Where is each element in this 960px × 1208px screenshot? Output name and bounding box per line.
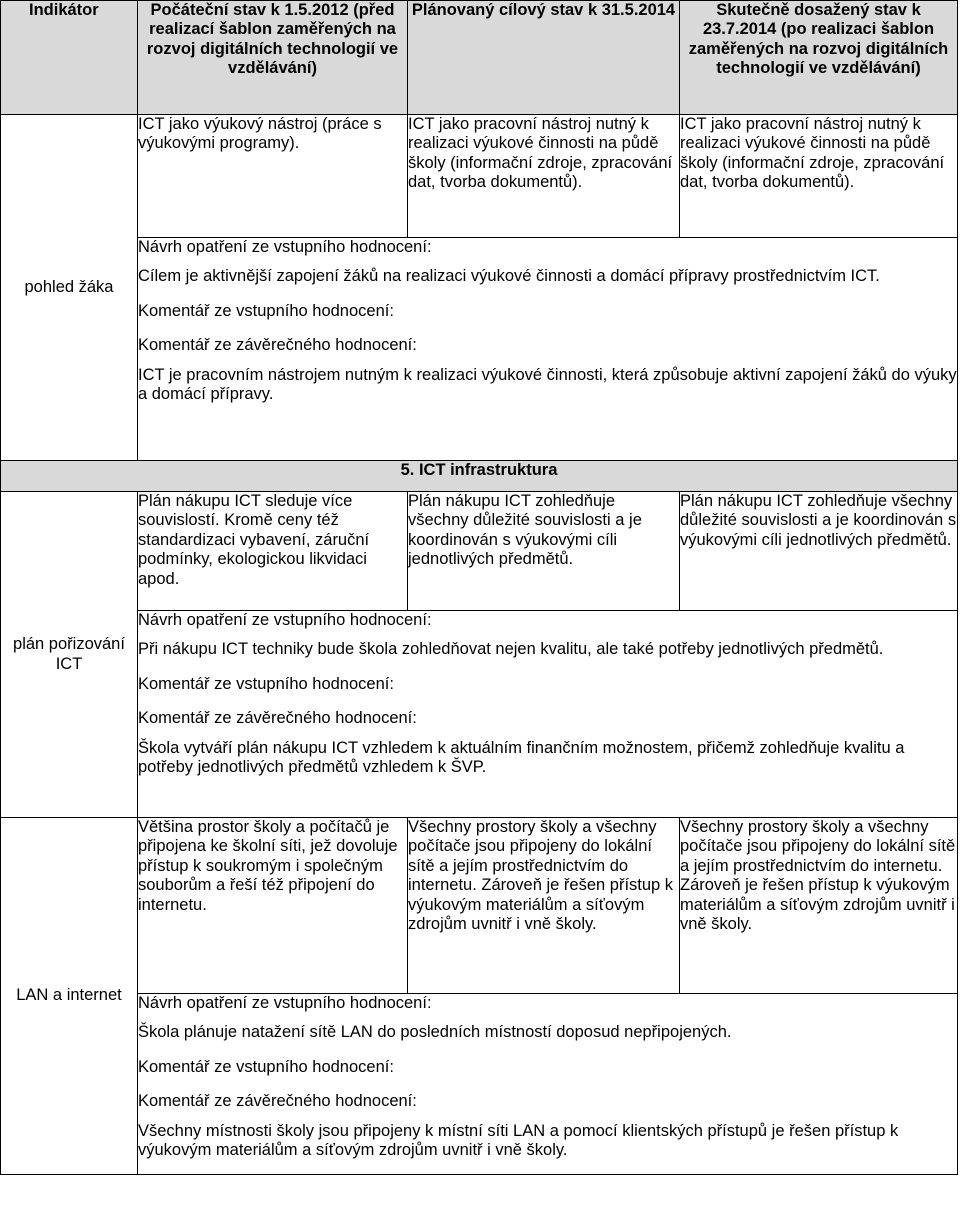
section-title: 5. ICT infrastruktura [1,461,958,492]
header-initial-state: Počáteční stav k 1.5.2012 (před realizací šablon zaměřených na rozvoj digitálních technologií ve vzdělávání) [138,1,408,115]
lan-comments-block [138,994,958,1175]
lan-initial: Většina prostor školy a počítačů je připojena ke školní síti, jež dovoluje přístup k soukromým i společným souborům a řeší též připojení do internetu. [138,818,408,994]
pohled-planned: ICT jako pracovní nástroj nutný k realizaci výukové činnosti na půdě školy (informační zdroje, zpracování dat, tvorba dokumentů). [408,115,680,238]
plan-final-comment-label: Komentář ze závěrečného hodnocení: [138,709,417,728]
plan-proposal-text: Při nákupu ICT techniky bude škola zohledňovat nejen kvalitu, ale také potřeby jednotlivých předmětů. [138,640,884,659]
plan-initial: Plán nákupu ICT sleduje více souvislostí. Kromě ceny též standardizaci vybavení, záruční podmínky, ekologickou likvidaci apod. [138,492,408,611]
pohled-achieved: ICT jako pracovní nástroj nutný k realizaci výukové činnosti na půdě školy (informační zdroje, zpracování dat, tvorba dokumentů). [680,115,958,238]
plan-planned: Plán nákupu ICT zohledňuje všechny důležité souvislosti a je koordinován s výukovými cíli jednotlivých předmětů. [408,492,680,611]
row-pohled-comments [1,238,958,461]
row-plan-states [1,492,958,611]
lan-proposal-label: Návrh opatření ze vstupního hodnocení: [138,994,432,1012]
plan-entry-comment-label: Komentář ze vstupního hodnocení: [138,674,394,693]
header-indicator: Indikátor [1,1,138,115]
row-label-lan: LAN a internet [1,818,138,1175]
pohled-entry-comment-label: Komentář ze vstupního hodnocení: [138,301,394,320]
row-lan-states [1,818,958,994]
plan-final-comment-text: Škola vytváří plán nákupu ICT vzhledem k aktuálním finančním možnostem, přičemž zohledňuje kvalitu a potřeby jednotlivých předmětů vzhledem k ŠVP. [138,738,905,777]
lan-entry-comment-label: Komentář ze vstupního hodnocení: [138,1057,394,1076]
pohled-comments-block [138,238,958,461]
header-row [1,1,958,115]
pohled-final-comment-text: ICT je pracovním nástrojem nutným k realizaci výukové činnosti, která způsobuje aktivní zapojení žáků do výuky a domácí přípravy. [138,365,957,404]
plan-comments-block [138,611,958,818]
lan-achieved: Všechny prostory školy a všechny počítače jsou připojeny do lokální sítě a jejím prostřednictvím do internetu. Zároveň je řešen přístup k výukovým materiálům a síťovým zdrojům uvnitř i vně školy. [680,818,958,994]
header-planned-state: Plánovaný cílový stav k 31.5.2014 [408,1,680,115]
header-achieved-state: Skutečně dosažený stav k 23.7.2014 (po realizaci šablon zaměřených na rozvoj digitálních technologií ve vzdělávání) [680,1,958,115]
plan-proposal-label: Návrh opatření ze vstupního hodnocení: [138,611,432,629]
pohled-final-comment-label: Komentář ze závěrečného hodnocení: [138,336,417,355]
row-lan-comments [1,994,958,1175]
lan-final-comment-label: Komentář ze závěrečného hodnocení: [138,1092,417,1111]
pohled-initial: ICT jako výukový nástroj (práce s výukovými programy). [138,115,408,238]
row-pohled-states [1,115,958,238]
lan-proposal-text: Škola plánuje natažení sítě LAN do posledních místností doposud nepřipojených. [138,1023,732,1042]
pohled-proposal-text: Cílem je aktivnější zapojení žáků na realizaci výukové činnosti a domácí přípravy prostřednictvím ICT. [138,267,880,286]
lan-final-comment-text: Všechny místnosti školy jsou připojeny k místní síti LAN a pomocí klientských přístupů je řešen přístup k výukovým materiálům a síťovým zdrojům uvnitř i vně školy. [138,1121,899,1160]
plan-achieved: Plán nákupu ICT zohledňuje všechny důležité souvislosti a je koordinován s výukovými cíli jednotlivých předmětů. [680,492,958,611]
row-label-pohled: pohled žáka [1,115,138,461]
row-plan-comments [1,611,958,818]
lan-planned: Všechny prostory školy a všechny počítače jsou připojeny do lokální sítě a jejím prostřednictvím do internetu. Zároveň je řešen přístup k výukovým materiálům a síťovým zdrojům uvnitř i vně školy. [408,818,680,994]
section-row [1,461,958,492]
row-label-plan: plán pořizování ICT [1,492,138,818]
pohled-proposal-label: Návrh opatření ze vstupního hodnocení: [138,238,432,256]
